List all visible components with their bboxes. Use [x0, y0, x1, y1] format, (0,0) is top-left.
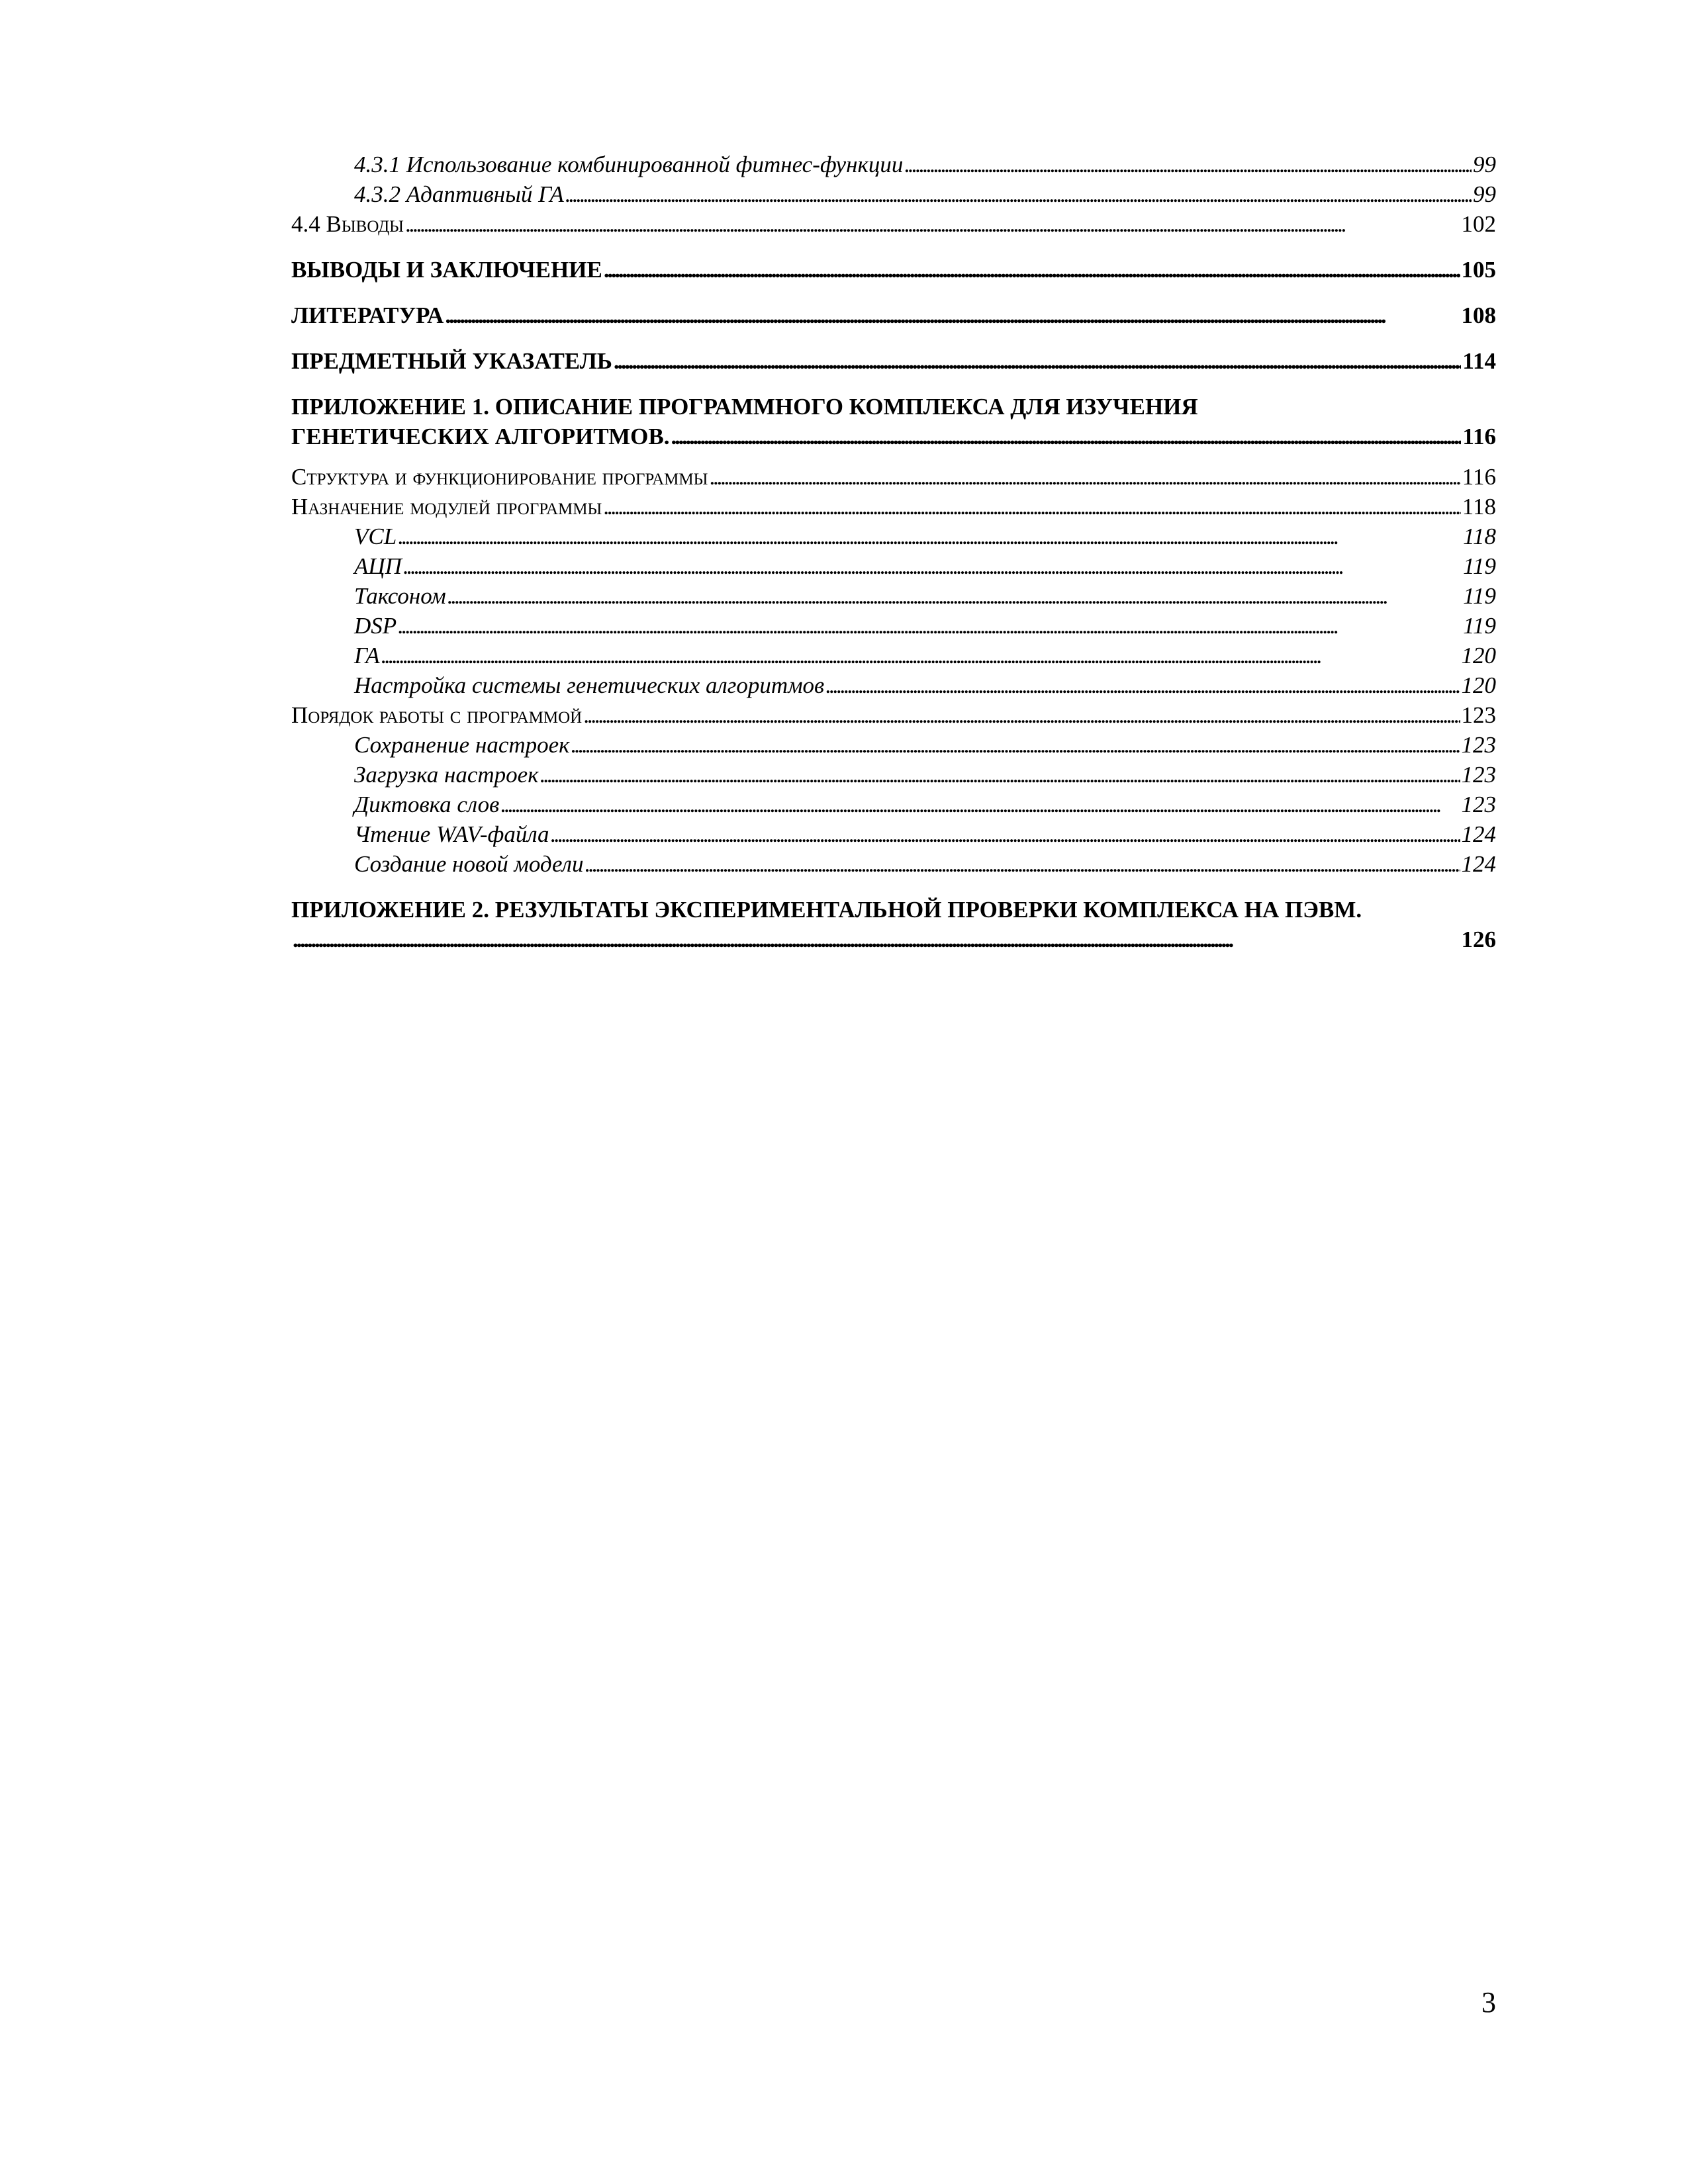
toc-entry-ga[interactable] [291, 641, 1496, 670]
toc-entry-page: 126 [1461, 927, 1496, 952]
toc-entry-vcl[interactable] [291, 522, 1496, 551]
dot-leader [293, 925, 1460, 954]
toc-entry-title: ЛИТЕРАТУРА [291, 302, 444, 328]
toc-entry-load-settings[interactable] [291, 760, 1496, 790]
dot-leader [540, 760, 1460, 790]
toc-entry-dictation[interactable] [291, 790, 1496, 819]
toc-entry-line2 [291, 422, 1496, 451]
toc-entry-title: ПРЕДМЕТНЫЙ УКАЗАТЕЛЬ [291, 348, 612, 374]
toc-entry-title-line2: ГЕНЕТИЧЕСКИХ АЛГОРИТМОВ. [291, 424, 670, 449]
table-of-contents [291, 150, 1496, 954]
toc-entry-page: 99 [1473, 181, 1496, 207]
toc-entry-page: 124 [1461, 851, 1496, 877]
dot-leader [405, 209, 1460, 239]
toc-entry-page: 120 [1461, 643, 1496, 668]
dot-leader [445, 300, 1460, 330]
dot-leader [551, 819, 1460, 849]
toc-entry-page: 123 [1461, 702, 1496, 728]
dot-leader [447, 581, 1462, 611]
toc-entry-title: Создание новой модели [354, 851, 584, 877]
dot-leader [565, 179, 1472, 209]
toc-entry-page: 124 [1461, 821, 1496, 847]
toc-entry-page: 123 [1461, 732, 1496, 758]
toc-entry-title: Назначение модулей программы [291, 494, 602, 520]
dot-leader [500, 790, 1460, 819]
toc-entry-title: 4.3.2 Адаптивный ГА [354, 181, 564, 207]
toc-entry-title: 4.4 Выводы [291, 211, 404, 237]
toc-entry-conclusions[interactable] [291, 255, 1496, 285]
toc-entry-subject-index[interactable] [291, 346, 1496, 376]
toc-entry-line2 [291, 925, 1496, 954]
dot-leader [671, 422, 1462, 451]
dot-leader [614, 346, 1462, 376]
dot-leader [904, 150, 1472, 179]
toc-entry-title: Настройка системы генетических алгоритмов [354, 672, 825, 698]
toc-entry-title: 4.3.1 Использование комбинированной фитнес-функции [354, 152, 904, 177]
toc-entry-page: 118 [1462, 494, 1496, 520]
toc-entry-title: Чтение WAV-файла [354, 821, 549, 847]
toc-entry-page: 105 [1461, 257, 1496, 283]
toc-entry-page: 102 [1461, 211, 1496, 237]
dot-leader [585, 849, 1460, 879]
toc-entry-page: 123 [1461, 792, 1496, 817]
toc-entry-title: АЦП [354, 553, 402, 579]
dot-leader [709, 462, 1460, 492]
toc-entry-appendix-1[interactable] [291, 392, 1496, 451]
toc-entry-save-settings[interactable] [291, 730, 1496, 760]
toc-entry-title: Структура и функционирование программы [291, 464, 708, 490]
toc-entry-title: VCL [354, 523, 397, 549]
toc-entry-new-model[interactable] [291, 849, 1496, 879]
toc-entry-page: 123 [1461, 762, 1496, 788]
toc-entry-title: Сохранение настроек [354, 732, 570, 758]
toc-entry-dsp[interactable] [291, 611, 1496, 641]
toc-entry-ga-settings[interactable] [291, 670, 1496, 700]
toc-entry-module-purpose[interactable] [291, 492, 1496, 522]
toc-entry-4-4[interactable] [291, 209, 1496, 239]
toc-entry-page: 116 [1462, 424, 1496, 449]
toc-entry-title: ГА [354, 643, 380, 668]
dot-leader [398, 522, 1462, 551]
toc-entry-appendix-2[interactable] [291, 895, 1496, 954]
toc-entry-page: 120 [1461, 672, 1496, 698]
toc-entry-read-wav[interactable] [291, 819, 1496, 849]
toc-entry-page: 116 [1462, 464, 1496, 490]
toc-entry-title-line1: ПРИЛОЖЕНИЕ 2. РЕЗУЛЬТАТЫ ЭКСПЕРИМЕНТАЛЬНОЙ ПРОВЕРКИ КОМПЛЕКСА НА ПЭВМ. [291, 897, 1362, 923]
toc-entry-page: 119 [1463, 553, 1496, 579]
toc-entry-title: Порядок работы с программой [291, 702, 583, 728]
toc-entry-page: 99 [1473, 152, 1496, 177]
dot-leader [403, 551, 1462, 581]
dot-leader [571, 730, 1460, 760]
dot-leader [604, 255, 1460, 285]
toc-entry-page: 108 [1461, 302, 1496, 328]
toc-entry-title: Таксоном [354, 583, 446, 609]
toc-entry-taxonom[interactable] [291, 581, 1496, 611]
toc-entry-page: 119 [1463, 583, 1496, 609]
dot-leader [398, 611, 1462, 641]
toc-entry-literature[interactable] [291, 300, 1496, 330]
toc-entry-title-line1: ПРИЛОЖЕНИЕ 1. ОПИСАНИЕ ПРОГРАММНОГО КОМПЛЕКСА ДЛЯ ИЗУЧЕНИЯ [291, 394, 1198, 420]
page-number: 3 [1481, 1986, 1496, 2019]
dot-leader [381, 641, 1460, 670]
dot-leader [825, 670, 1460, 700]
toc-entry-title: ВЫВОДЫ И ЗАКЛЮЧЕНИЕ [291, 257, 602, 283]
toc-entry-adc[interactable] [291, 551, 1496, 581]
toc-entry-program-structure[interactable] [291, 462, 1496, 492]
toc-entry-page: 114 [1462, 348, 1496, 374]
toc-entry-title: Диктовка слов [354, 792, 500, 817]
dot-leader [603, 492, 1461, 522]
toc-entry-work-order[interactable] [291, 700, 1496, 730]
toc-entry-page: 118 [1463, 523, 1496, 549]
toc-entry-page: 119 [1463, 613, 1496, 639]
toc-entry-4-3-2[interactable] [291, 179, 1496, 209]
toc-entry-title: Загрузка настроек [354, 762, 539, 788]
toc-entry-4-3-1[interactable] [291, 150, 1496, 179]
toc-entry-title: DSP [354, 613, 397, 639]
dot-leader [583, 700, 1460, 730]
